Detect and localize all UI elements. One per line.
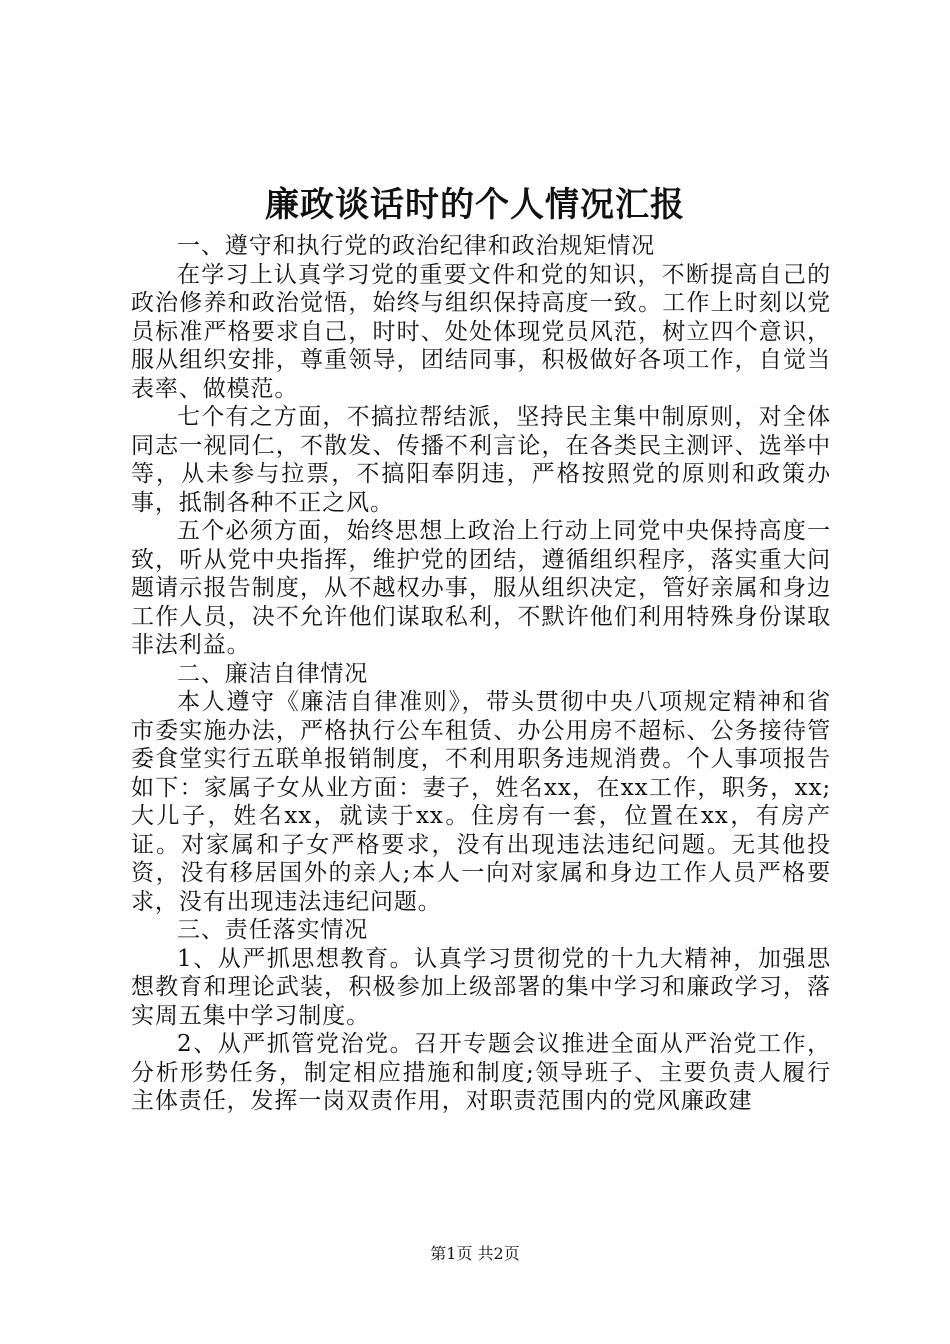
paragraph-3: 五个必须方面，始终思想上政治上行动上同党中央保持高度一致，听从党中央指挥，维护党的团结，遵循组织程序，落实重大问题请示报告制度，从不越权办事，服从组织决定，管好亲属和身边工作人员，决不允许他们谋取私利，不默许他们利用特殊身份谋取非法利益。 xyxy=(131,518,831,658)
paragraph-5: 1、从严抓思想教育。认真学习贯彻党的十九大精神，加强思想教育和理论武装，积极参加上级部署的集中学习和廉政学习，落实周五集中学习制度。 xyxy=(131,945,831,1029)
paragraph-4: 本人遵守《廉洁自律准则》，带头贯彻中央八项规定精神和省市委实施办法，严格执行公车租赁、办公用房不超标、公务接待管委食堂实行五联单报销制度，不利用职务违规消费。个人事项报告如下：家属子女从业方面：妻子，姓名xx，在xx工作，职务，xx;大儿子，姓名xx，就读于xx。住房有一套，位置在xx，有房产证。对家属和子女严格要求，没有出现违法违纪问题。无其他投资，没有移居国外的亲人;本人一向对家属和身边工作人员严格要求，没有出现违法违纪问题。 xyxy=(131,689,831,915)
section-heading-2: 二、廉洁自律情况 xyxy=(177,660,369,687)
section-heading-1: 一、遵守和执行党的政治纪律和政治规矩情况 xyxy=(177,233,655,259)
document-body xyxy=(131,232,831,1116)
section-heading-3: 三、责任落实情况 xyxy=(177,917,369,943)
paragraph-6: 2、从严抓管党治党。召开专题会议推进全面从严治党工作，分析形势任务，制定相应措施和制度;领导班子、主要负责人履行主体责任，发挥一岗双责作用，对职责范围内的党风廉政建 xyxy=(131,1031,831,1114)
paragraph-2: 七个有之方面，不搞拉帮结派，坚持民主集中制原则，对全体同志一视同仁，不散发、传播不利言论，在各类民主测评、选举中等，从未参与拉票，不搞阳奉阴违，严格按照党的原则和政策办事，抵制各种不正之风。 xyxy=(131,404,831,516)
document-title: 廉政谈话时的个人情况汇报 xyxy=(265,185,685,225)
paragraph-1: 在学习上认真学习党的重要文件和党的知识，不断提高自己的政治修养和政治觉悟，始终与组织保持高度一致。工作上时刻以党员标准严格要求自己，时时、处处体现党员风范，树立四个意识，服从组织安排，尊重领导，团结同事，积极做好各项工作，自觉当表率、做模范。 xyxy=(131,261,831,402)
page-number-footer: 第1页 共2页 xyxy=(430,1244,520,1263)
